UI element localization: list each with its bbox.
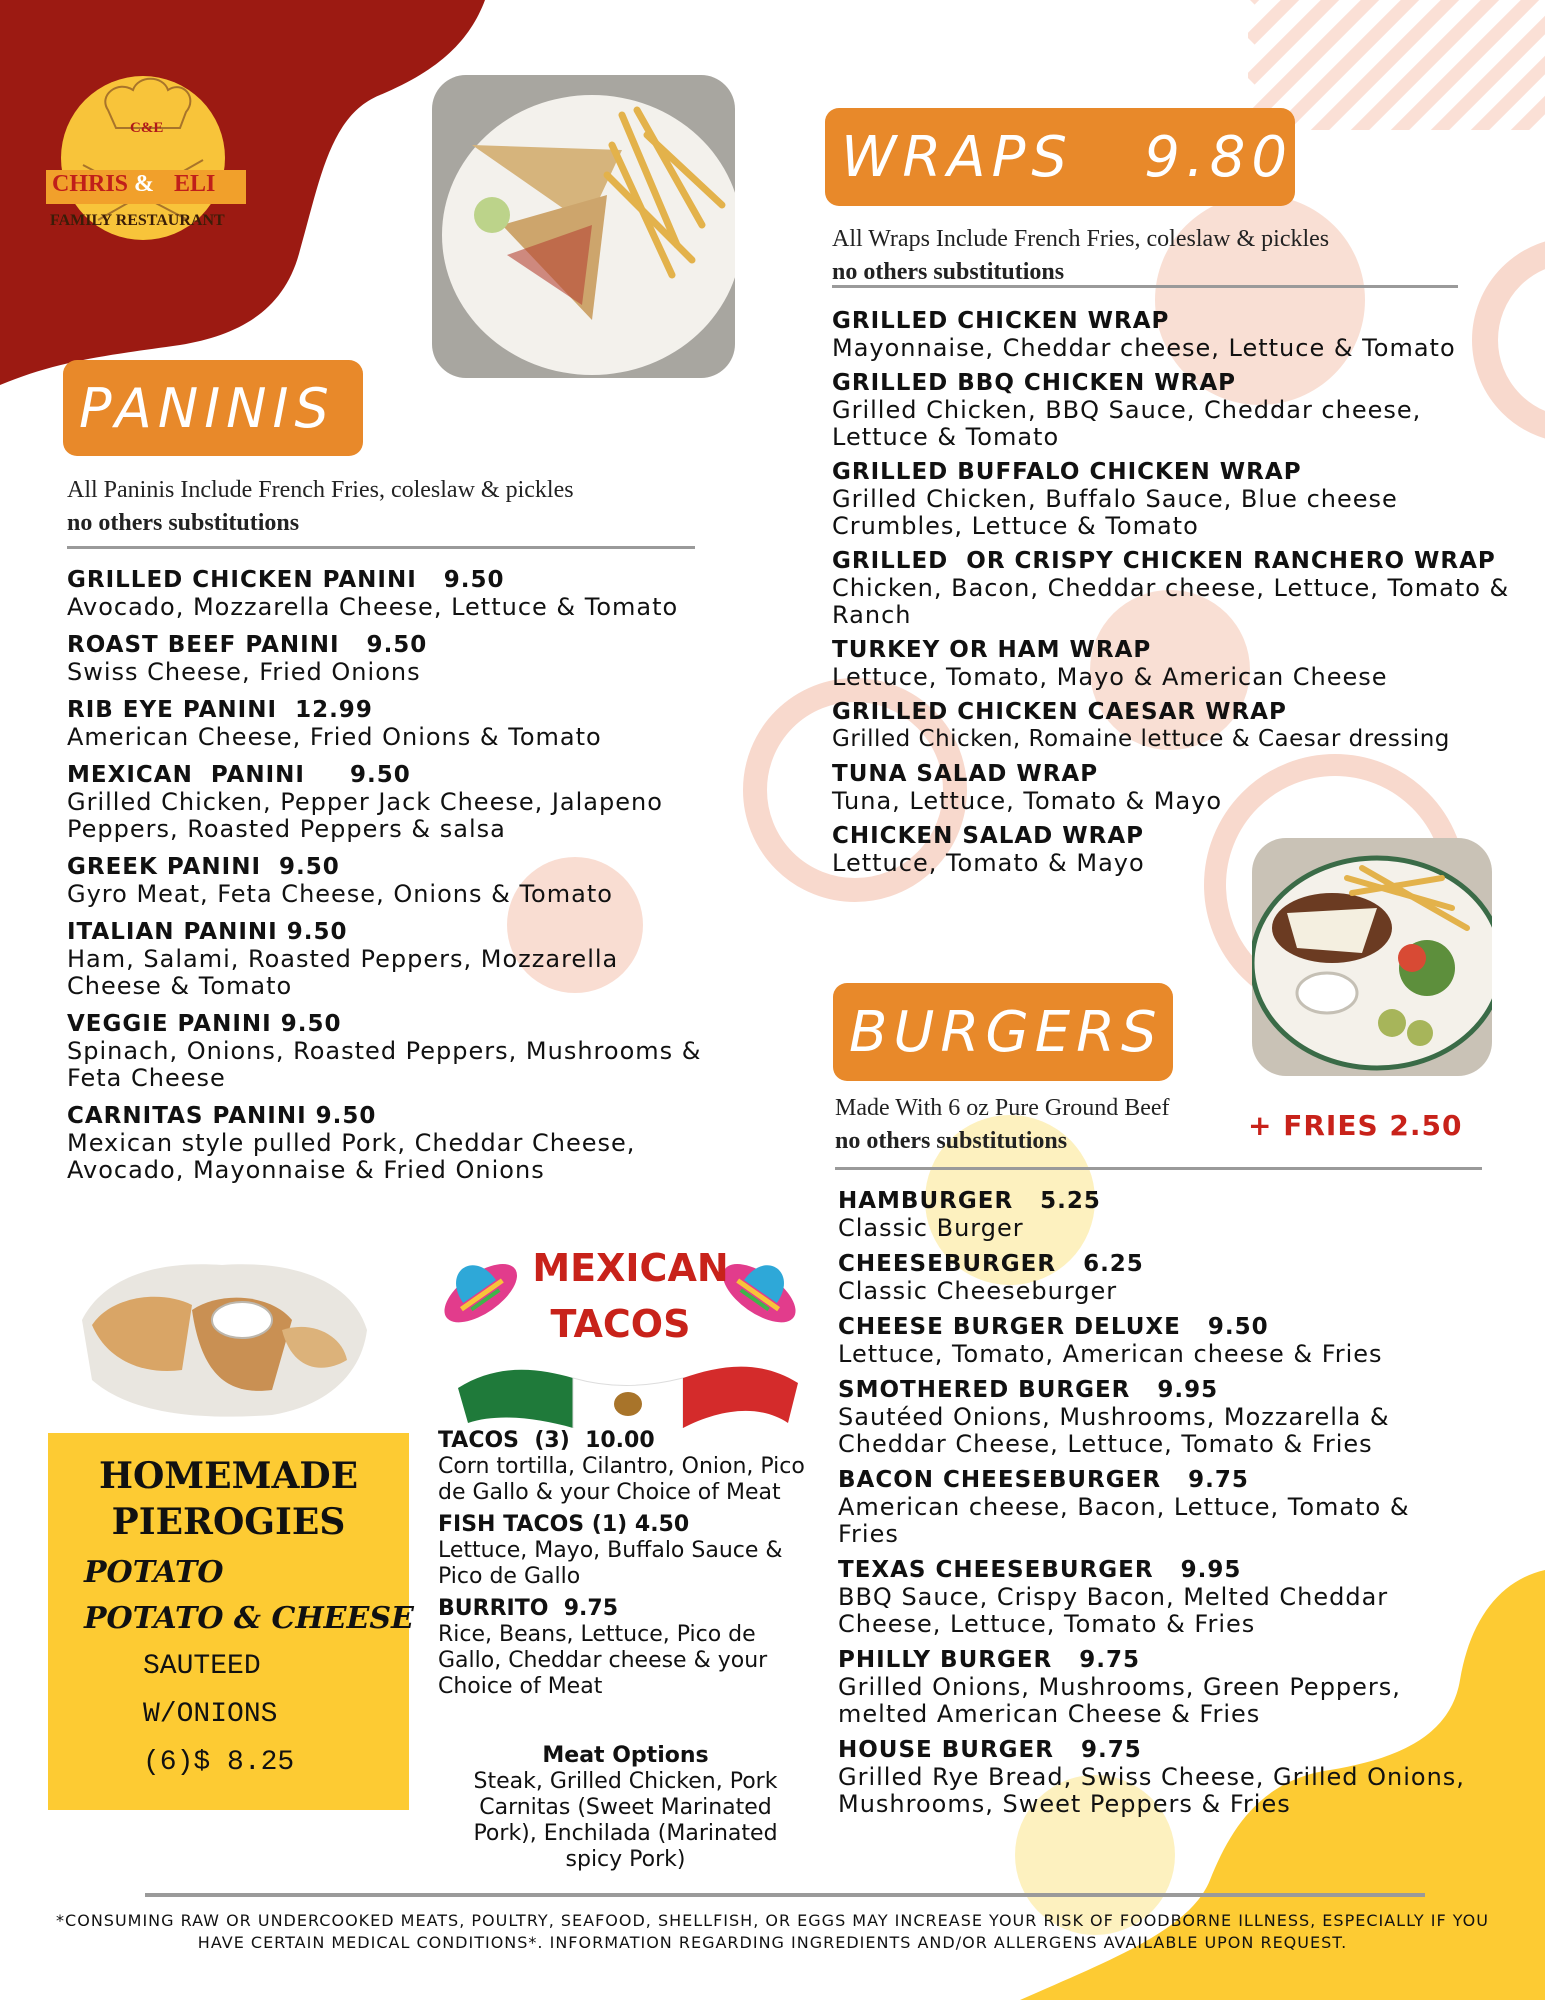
menu-item-desc: Lettuce, Mayo, Buffalo Sauce & Pico de Gallo [438,1538,783,1589]
menu-item-name: GREEK PANINI 9.50 [67,854,340,880]
menu-item-desc: American cheese, Bacon, Lettuce, Tomato & Fries [838,1493,1410,1548]
logo-top-text: C&E [130,120,164,136]
menu-item-desc: Grilled Chicken, Pepper Jack Cheese, Jalapeno Peppers, Roasted Peppers & salsa [67,788,663,843]
mexican-flag-banner [458,1348,798,1428]
menu-item [67,697,757,751]
menu-item-name: HAMBURGER 5.25 [838,1188,1101,1214]
menu-item-name: GRILLED OR CRISPY CHICKEN RANCHERO WRAP [832,548,1496,574]
menu-item-name: TURKEY OR HAM WRAP [832,637,1152,663]
wraps-title [825,108,1295,206]
menu-item-desc: Classic Cheeseburger [838,1277,1118,1305]
menu-item-name: ROAST BEEF PANINI 9.50 [67,632,428,658]
menu-item-desc: BBQ Sauce, Crispy Bacon, Melted Cheddar Cheese, Lettuce, Tomato & Fries [838,1583,1389,1638]
panini-plate-image [432,75,735,378]
menu-item [838,1467,1518,1548]
menu-item-desc: Lettuce, Tomato & Mayo [832,849,1145,877]
menu-item [832,637,1532,691]
menu-item-desc: Grilled Onions, Mushrooms, Green Peppers, melted American Cheese & Fries [838,1673,1401,1728]
menu-item-name: TUNA SALAD WRAP [832,761,1099,787]
menu-item-name: TEXAS CHEESEBURGER 9.95 [838,1557,1242,1583]
burgers-divider [835,1167,1482,1170]
menu-item [67,854,757,908]
wraps-note [832,223,1472,289]
wraps-list [832,308,1532,885]
menu-item-name: MEXICAN PANINI 9.50 [67,762,411,788]
pierogies-detail-1: SAUTEED [143,1651,261,1682]
burgers-title-text: BURGERS [849,999,1163,1065]
menu-item-desc: Chicken, Bacon, Cheddar cheese, Lettuce, Tomato & Ranch [832,574,1510,629]
menu-item [67,632,757,686]
meat-options-desc: Steak, Grilled Chicken, Pork Carnitas (Sweet Marinated Pork), Enchilada (Marinated spicy Pork) [473,1769,778,1872]
menu-item-desc: Lettuce, Tomato, American cheese & Fries [838,1340,1383,1368]
pierogies-title-line2: PIEROGIES [111,1501,346,1543]
menu-item-desc: Ham, Salami, Roasted Peppers, Mozzarella Cheese & Tomato [67,945,619,1000]
wraps-note-line1: All Wraps Include French Fries, coleslaw & pickles [832,226,1330,252]
menu-item-name: GRILLED BBQ CHICKEN WRAP [832,370,1236,396]
tacos-title-line2: TACOS [550,1302,691,1346]
tacos-header [428,1220,813,1425]
menu-item-desc: Grilled Chicken, BBQ Sauce, Cheddar cheese, Lettuce & Tomato [832,396,1422,451]
menu-item-desc: Swiss Cheese, Fried Onions [67,658,421,686]
pierogies-option-2: POTATO & CHEESE [84,1601,414,1636]
paninis-title [63,360,363,456]
meat-options-title: Meat Options [542,1743,709,1768]
menu-item-name: BACON CHEESEBURGER 9.75 [838,1467,1249,1493]
menu-item-desc: Grilled Chicken, Buffalo Sauce, Blue cheese Crumbles, Lettuce & Tomato [832,485,1398,540]
burger-plate-image [1252,838,1492,1076]
pierogies-detail-2: W/ONIONS [143,1699,278,1730]
burger-photo [1252,838,1492,1076]
menu-item [438,1512,808,1590]
menu-item [67,1011,757,1092]
menu-item [832,761,1532,815]
logo-name [52,171,215,198]
menu-item-desc: Corn tortilla, Cilantro, Onion, Pico de Gallo & your Choice of Meat [438,1454,805,1505]
pierogies-box [48,1433,414,1810]
menu-item-name: FISH TACOS (1) 4.50 [438,1512,690,1537]
menu-item-name: BURRITO 9.75 [438,1596,619,1621]
menu-item-name: SMOTHERED BURGER 9.95 [838,1377,1219,1403]
tacos-title [428,1240,813,1352]
menu-item-name: VEGGIE PANINI 9.50 [67,1011,342,1037]
menu-item [438,1596,808,1700]
menu-item [832,699,1532,753]
menu-item-name: CHICKEN SALAD WRAP [832,823,1145,849]
logo-ampersand: & [134,171,155,197]
menu-item-desc: Mayonnaise, Cheddar cheese, Lettuce & Tomato [832,334,1456,362]
menu-item-desc: Spinach, Onions, Roasted Peppers, Mushrooms & Feta Cheese [67,1037,702,1092]
burgers-list [838,1188,1518,1827]
logo-name-left: CHRIS [52,171,129,197]
menu-item-name: CHEESEBURGER 6.25 [838,1251,1144,1277]
menu-item-name: TACOS (3) 10.00 [438,1428,655,1453]
menu-item [838,1737,1518,1818]
pierogies-title [48,1453,409,1545]
menu-item-desc: Classic Burger [838,1214,1024,1242]
burgers-note [835,1092,1255,1158]
pierogies-price: (6)$ 8.25 [143,1747,295,1778]
paninis-list [67,567,757,1195]
menu-item [67,567,757,621]
panini-photo [432,75,735,378]
menu-item-name: CHEESE BURGER DELUXE 9.50 [838,1314,1269,1340]
menu-item-name: GRILLED CHICKEN WRAP [832,308,1170,334]
menu-item-desc: Grilled Chicken, Romaine lettuce & Caesar dressing [832,726,1450,752]
paninis-divider [67,546,695,549]
menu-item [838,1557,1518,1638]
allergen-disclaimer: *CONSUMING RAW OR UNDERCOOKED MEATS, POULTRY, SEAFOOD, SHELLFISH, OR EGGS MAY INCREASE YOUR RISK OF FOODBORNE ILLNESS, ESPECIALLY IF YOU HAVE CERTAIN MEDICAL CONDITIONS*. INFORMATION REGARDING INGREDIENTS AND/OR ALLERGENS AVAILABLE UPON REQUEST. [56,1911,1489,1952]
menu-item-desc: Gyro Meat, Feta Cheese, Onions & Tomato [67,880,613,908]
pierogies-title-line1: HOMEMADE [98,1455,359,1497]
menu-item [832,370,1532,451]
wraps-divider [832,285,1458,288]
menu-item-name: CARNITAS PANINI 9.50 [67,1103,377,1129]
paninis-note-line2: no others substitutions [67,510,300,536]
menu-item-desc: Rice, Beans, Lettuce, Pico de Gallo, Cheddar cheese & your Choice of Meat [438,1622,768,1699]
menu-item [838,1314,1518,1368]
menu-item-desc: Avocado, Mozzarella Cheese, Lettuce & Tomato [67,593,679,621]
menu-item [838,1647,1518,1728]
menu-item-name: GRILLED CHICKEN CAESAR WRAP [832,699,1287,725]
burgers-note-line1: Made With 6 oz Pure Ground Beef [835,1095,1170,1121]
fries-addon: + FRIES 2.50 [1248,1109,1463,1142]
pierogies-photo [72,1250,372,1420]
menu-item-desc: Grilled Rye Bread, Swiss Cheese, Grilled Onions, Mushrooms, Sweet Peppers & Fries [838,1763,1465,1818]
footer-divider [145,1893,1425,1897]
tacos-list [438,1428,808,1706]
menu-item [838,1188,1518,1242]
burgers-title [833,983,1173,1081]
menu-item [832,308,1532,362]
menu-item-name: ITALIAN PANINI 9.50 [67,919,348,945]
menu-item [832,548,1532,629]
paninis-note-line1: All Paninis Include French Fries, coleslaw & pickles [67,477,574,503]
logo-subtitle: FAMILY RESTAURANT [50,212,225,229]
pierogies-plate-image [72,1250,372,1420]
paninis-note [67,474,707,540]
menu-item [67,762,757,843]
menu-item-name: PHILLY BURGER 9.75 [838,1647,1141,1673]
logo-name-right: ELI [174,171,216,197]
menu-item-name: RIB EYE PANINI 12.99 [67,697,373,723]
restaurant-logo [38,70,263,245]
pierogies-option-1: POTATO [84,1555,224,1590]
wraps-note-line2: no others substitutions [832,259,1065,285]
paninis-title-text: PANINIS [79,376,335,440]
menu-item-desc: Lettuce, Tomato, Mayo & American Cheese [832,663,1388,691]
menu-item-name: GRILLED CHICKEN PANINI 9.50 [67,567,505,593]
menu-item-desc: Sautéed Onions, Mushrooms, Mozzarella & Cheddar Cheese, Lettuce, Tomato & Fries [838,1403,1390,1458]
tacos-title-line1: MEXICAN [532,1246,729,1290]
menu-item-name: HOUSE BURGER 9.75 [838,1737,1142,1763]
meat-options [448,1743,803,1873]
wraps-title-text: WRAPS 9.80 [841,124,1293,190]
menu-item [832,459,1532,540]
burgers-note-line2: no others substitutions [835,1128,1068,1154]
menu-item-desc: American Cheese, Fried Onions & Tomato [67,723,602,751]
menu-item [838,1377,1518,1458]
menu-item [67,919,757,1000]
menu-item [67,1103,757,1184]
menu-item [438,1428,808,1506]
menu-item-desc: Tuna, Lettuce, Tomato & Mayo [832,787,1223,815]
menu-item-name: GRILLED BUFFALO CHICKEN WRAP [832,459,1302,485]
menu-item-desc: Mexican style pulled Pork, Cheddar Cheese, Avocado, Mayonnaise & Fried Onions [67,1129,636,1184]
menu-item [838,1251,1518,1305]
